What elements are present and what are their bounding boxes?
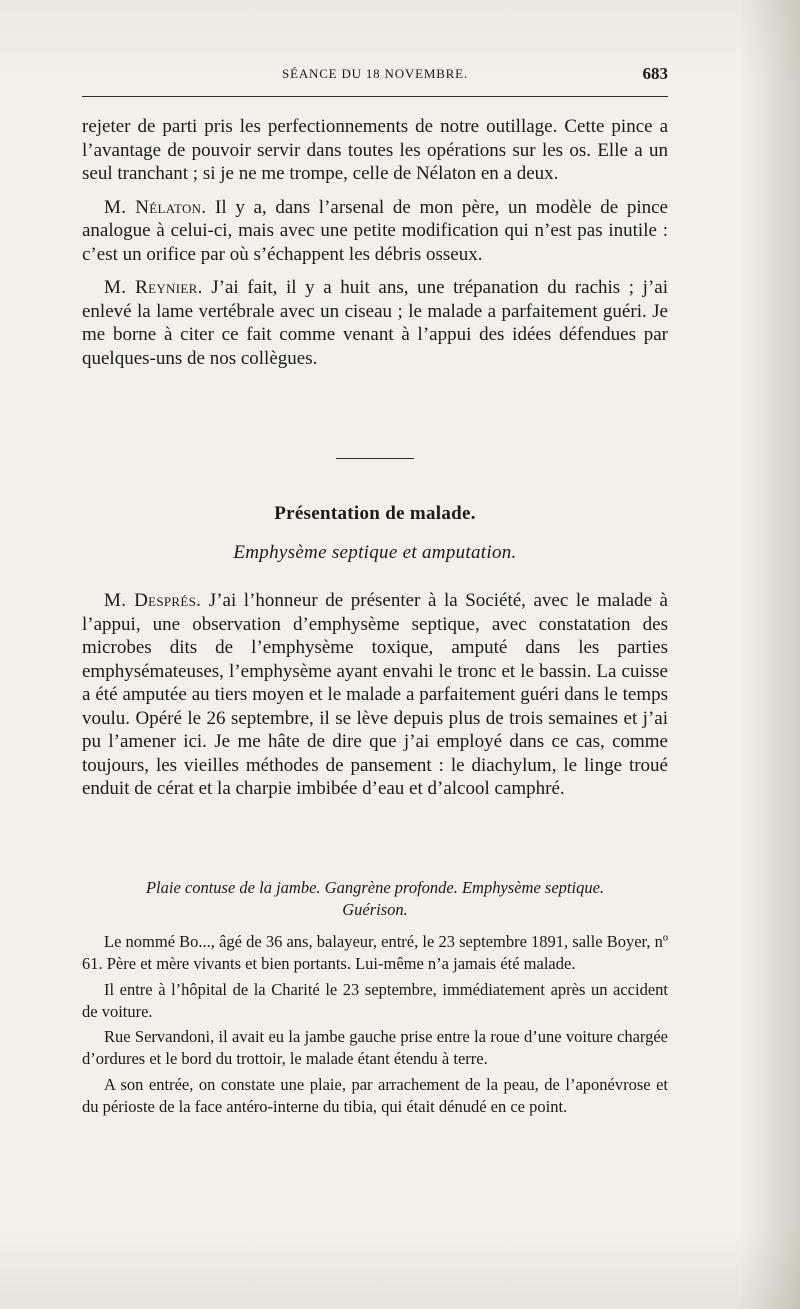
header-rule [82, 96, 668, 97]
case-paragraph-1: Le nommé Bo..., âgé de 36 ans, balayeur, entré, le 23 septembre 1891, salle Boyer, nº 61. Père et mère vivants et bien portants. Lui-même n’a jamais été malade. [82, 932, 668, 974]
case-paragraph-3: Rue Servandoni, il avait eu la jambe gauche prise entre la roue d’une voiture chargée d’ordures et le bord du trottoir, le malade étant étendu à terre. [82, 1027, 668, 1069]
paragraph-despres-text: J’ai l’honneur de présenter à la Société, avec le malade à l’appui, une observation d’emphysème septique, avec constatation des microbes dits de l’emphysème toxique, amputé dans les parties emphysémateuses, l’emphysème ayant envahi le tronc et le bassin. La cuisse a été amputée au tiers moyen et le malade a parfaitement guéri dans le temps voulu. Opéré le 26 septembre, il se lève depuis plus de trois semaines et j’ai pu l’amener ici. Je me hâte de dire que j’ai employé dans ce cas, comme toujours, les vieilles méthodes de pansement : le diachylum, le linge troué enduit de cérat et la charpie imbibée d’eau et d’alcool camphré. [82, 590, 668, 799]
section-title: Présentation de malade. [274, 503, 476, 524]
running-title: SÉANCE DU 18 NOVEMBRE. [282, 66, 468, 81]
case-heading [82, 877, 668, 921]
paragraph-despres [82, 589, 668, 801]
speaker-despres: M. Després. [104, 590, 202, 611]
section-separator [336, 458, 414, 459]
top-paragraphs [82, 115, 668, 370]
case-heading-line1: Plaie contuse de la jambe. Gangrène profonde. Emphysème septique. [145, 878, 605, 897]
case-heading-line2: Guérison. [342, 900, 408, 919]
case-paragraph-2: Il entre à l’hôpital de la Charité le 23 septembre, immédiatement après un accident de voiture. [82, 979, 668, 1021]
section-body [82, 589, 668, 801]
case-body [82, 931, 668, 1118]
case-paragraph-4: A son entrée, on constate une plaie, par arrachement de la peau, de l’aponévrose et du périoste de la face antéro-interne du tibia, qui était dénudé en ce point. [82, 1074, 668, 1117]
running-head [82, 60, 668, 90]
paragraph-reynier [82, 276, 668, 370]
paragraph-nelaton [82, 196, 668, 267]
speaker-nelaton: M. Nélaton. [104, 196, 207, 218]
paragraph-nelaton-text: Il y a, dans l’arsenal de mon père, un modèle de pince analogue à celui-ci, mais avec une petite modification qui n’est pas inutile : c’est un orifice par où s’échappent les débris osseux. [82, 196, 668, 265]
speaker-reynier: M. Reynier. [104, 277, 203, 298]
page-number: 683 [642, 64, 668, 83]
paragraph-reynier-text: J’ai fait, il y a huit ans, une trépanation du rachis ; j’ai enlevé la lame vertébrale avec un ciseau ; le malade a parfaitement guéri. Je me borne à citer ce fait comme venant à l’appui des idées défendues par quelques-uns de nos collègues. [82, 277, 668, 369]
paragraph-continuation: rejeter de parti pris les perfectionnements de notre outillage. Cette pince a l’avantage de pouvoir servir dans toutes les opérations sur les os. Elle a un seul tranchant ; si je ne me trompe, celle de Nélaton en a deux. [82, 116, 668, 184]
section-subtitle: Emphysème septique et amputation. [233, 542, 517, 563]
